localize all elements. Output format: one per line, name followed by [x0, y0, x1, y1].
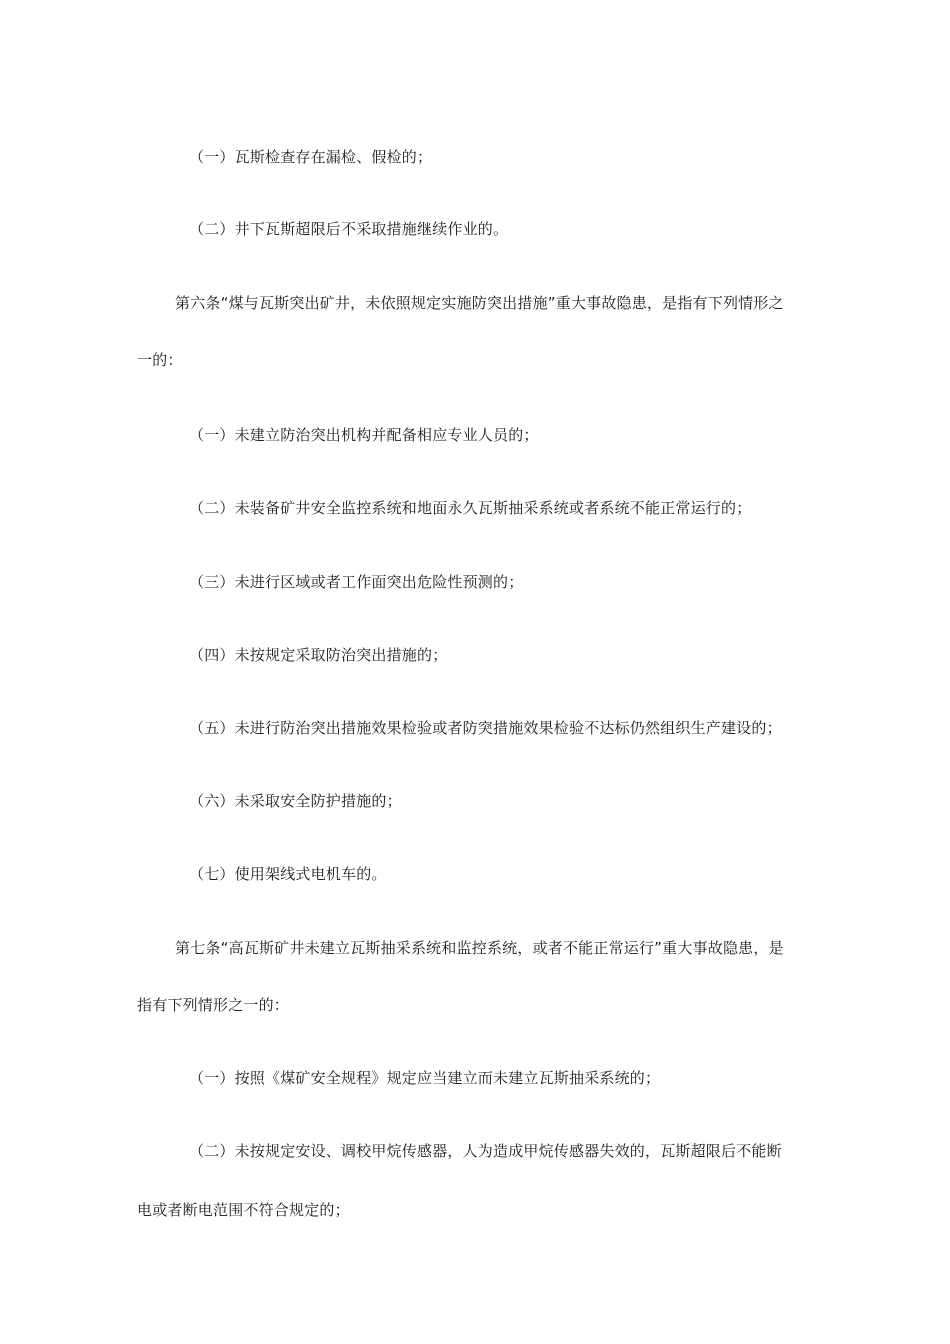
article-7-item-2-continued: 电或者断电范围不符合规定的；	[137, 1201, 350, 1219]
article-7-item-2: （二）未按规定安设、调校甲烷传感器，人为造成甲烷传感器失效的，瓦斯超限后不能断	[189, 1142, 782, 1160]
article-6-heading-continued: 一的：	[137, 351, 183, 369]
article-6-heading: 第六条“煤与瓦斯突出矿井，未依照规定实施防突出措施”重大事故隐患，是指有下列情形之	[175, 294, 784, 312]
article-6-item-5: （五）未进行防治突出措施效果检验或者防突措施效果检验不达标仍然组织生产建设的；	[189, 719, 782, 737]
item-gas-inspection-missed: （一）瓦斯检查存在漏检、假检的；	[189, 148, 433, 166]
article-6-item-2: （二）未装备矿井安全监控系统和地面永久瓦斯抽采系统或者系统不能正常运行的；	[189, 499, 752, 517]
article-7-heading: 第七条“高瓦斯矿井未建立瓦斯抽采系统和监控系统，或者不能正常运行”重大事故隐患，是	[175, 939, 784, 957]
item-gas-exceed-continue-work: （二）井下瓦斯超限后不采取措施继续作业的。	[189, 220, 509, 238]
article-6-item-4: （四）未按规定采取防治突出措施的；	[189, 646, 448, 664]
article-6-item-3: （三）未进行区域或者工作面突出危险性预测的；	[189, 573, 524, 591]
article-6-item-1: （一）未建立防治突出机构并配备相应专业人员的；	[189, 426, 539, 444]
article-7-item-1: （一）按照《煤矿安全规程》规定应当建立而未建立瓦斯抽采系统的；	[189, 1069, 661, 1087]
article-6-item-7: （七）使用架线式电机车的。	[189, 865, 387, 883]
article-6-item-6: （六）未采取安全防护措施的；	[189, 792, 402, 810]
article-7-heading-continued: 指有下列情形之一的：	[137, 996, 290, 1014]
